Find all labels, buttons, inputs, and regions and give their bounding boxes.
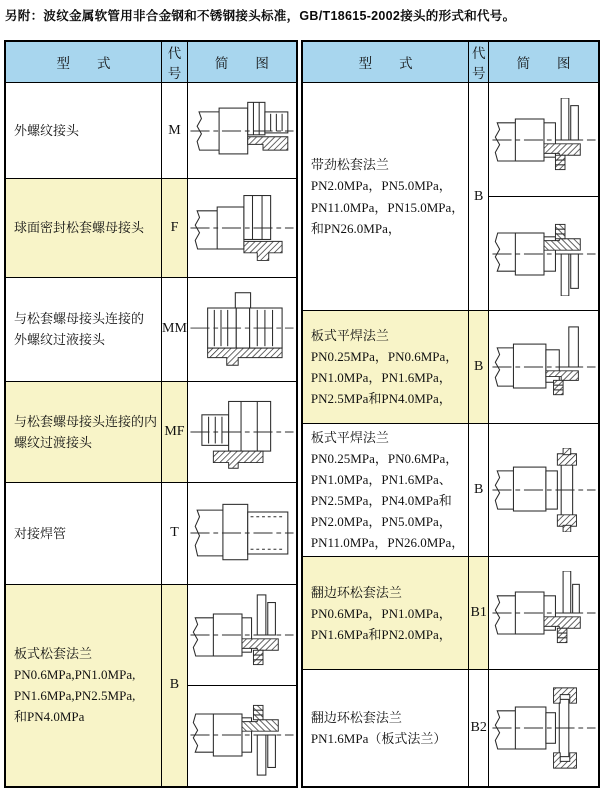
type-line: 外螺纹过液接头 [14, 332, 106, 348]
diagram-cell [187, 179, 297, 277]
type-line: 翻边环松套法兰 [310, 710, 402, 726]
type-cell [5, 83, 162, 179]
table-row [302, 424, 599, 557]
type-line: PN1.0MPa，PN1.6MPa， [310, 370, 452, 385]
table-row [302, 83, 599, 311]
type-line: PN1.6MPa和PN2.0MPa， [310, 626, 452, 642]
page-title: 另附：波纹金属软管用非合金钢和不锈钢接头标准，GB/T18615-2002接头的形式和代号。 [5, 9, 516, 23]
type-line: 带劲松套法兰 [310, 157, 389, 173]
plate-lap-flange-down-diagram [188, 685, 296, 785]
diagram-cell [187, 381, 297, 482]
diagram-cell [489, 311, 599, 424]
collar-lap-flange-diagram [489, 557, 598, 669]
column-header-type: 型 式 [5, 41, 162, 83]
code-cell: B [469, 311, 489, 424]
butt-weld-pipe-diagram [188, 484, 296, 583]
table-row [5, 584, 297, 787]
double-male-nipple-diagram [188, 278, 296, 380]
spherical-loose-nut-fitting-diagram [188, 180, 296, 276]
table-row [302, 557, 599, 670]
diagram-cell [489, 557, 599, 670]
diagram-cell [489, 424, 599, 557]
plate-weld-flange-double-diagram [489, 430, 598, 551]
type-line: PN2.0MPa，PN5.0MPa， [310, 514, 452, 530]
type-line: 与松套螺母接头连接的 [14, 311, 145, 327]
type-cell [5, 483, 162, 584]
table-row [302, 670, 599, 788]
type-line: 和PN26.0MPa， [310, 220, 401, 236]
table-row [5, 483, 297, 584]
column-header-code: 代号 [162, 41, 188, 83]
male-female-adapter-diagram [188, 383, 296, 482]
column-header-type: 型 式 [302, 41, 469, 83]
type-line: PN11.0MPa，PN15.0MPa， [310, 199, 465, 215]
fitting-table-right [301, 40, 600, 788]
code-cell: B2 [469, 670, 489, 788]
fitting-table-left [4, 40, 298, 788]
code-cell: T [162, 483, 188, 584]
column-header-diagram: 简 图 [187, 41, 297, 83]
table-row [5, 179, 297, 277]
code-cell: B [469, 83, 489, 311]
code-cell: MM [162, 277, 188, 381]
type-cell [5, 277, 162, 381]
table-row [5, 277, 297, 381]
type-line: 板式平焊法兰 [310, 430, 389, 445]
type-line: PN2.5MPa和PN4.0MPa， [310, 391, 452, 407]
code-cell: MF [162, 381, 188, 482]
header-row [302, 41, 599, 83]
column-header-code: 代号 [469, 41, 489, 83]
type-line: 球面密封松套螺母接头 [14, 220, 145, 236]
type-line: 和PN4.0MPa [14, 709, 85, 725]
type-line: PN1.6MPa（板式法兰） [310, 731, 447, 747]
diagram-cell [187, 277, 297, 381]
type-cell [5, 381, 162, 482]
type-line: PN1.6MPa,PN2.5MPa, [14, 688, 136, 704]
diagram-cell [187, 483, 297, 584]
type-line: PN0.25MPa，PN0.6MPa， [310, 348, 459, 364]
type-cell [302, 557, 469, 670]
type-line: 板式平焊法兰 [310, 327, 389, 343]
neck-lap-flange-up-diagram [489, 83, 598, 196]
diagram-cell [187, 584, 297, 787]
type-cell [302, 83, 469, 311]
type-line: 板式松套法兰 [14, 646, 93, 662]
table-row [5, 381, 297, 482]
neck-lap-flange-down-diagram [489, 196, 598, 310]
diagram-cell [187, 83, 297, 179]
type-cell [302, 670, 469, 788]
type-cell [5, 179, 162, 277]
table-row [302, 311, 599, 424]
type-line: PN0.6MPa，PN1.0MPa， [310, 605, 452, 621]
table-row [5, 83, 297, 179]
type-line: PN0.25MPa，PN0.6MPa， [310, 451, 459, 467]
header-row [5, 41, 297, 83]
type-line: PN2.0MPa，PN5.0MPa， [310, 178, 452, 194]
type-line: 外螺纹接头 [14, 123, 80, 139]
type-line: 翻边环松套法兰 [310, 584, 402, 600]
type-line: 与松套螺母接头连接的内 [14, 414, 158, 430]
type-line: PN11.0MPa，PN26.0MPa， [310, 535, 465, 551]
type-line: 对接焊管 [14, 525, 67, 541]
column-header-diagram: 简 图 [489, 41, 599, 83]
code-cell: B [162, 584, 188, 787]
fitting-tables [4, 40, 600, 788]
plate-weld-flange-diagram [489, 311, 598, 423]
plate-lap-flange-up-diagram [188, 586, 296, 685]
diagram-cell [489, 670, 599, 788]
code-cell: B1 [469, 557, 489, 670]
type-cell [302, 311, 469, 424]
diagram-cell [489, 83, 599, 311]
type-cell [302, 424, 469, 557]
type-line: PN2.5MPa，PN4.0MPa和 [310, 493, 452, 509]
code-cell: F [162, 179, 188, 277]
type-line: PN1.0MPa，PN1.6MPa、 [310, 472, 452, 488]
type-line: 螺纹过渡接头 [14, 435, 93, 451]
type-line: PN0.6MPa,PN1.0MPa, [14, 667, 136, 683]
code-cell: B [469, 424, 489, 557]
male-thread-fitting-diagram [188, 84, 296, 178]
type-cell [5, 584, 162, 787]
collar-plate-flange-diagram [489, 670, 598, 786]
code-cell: M [162, 83, 188, 179]
